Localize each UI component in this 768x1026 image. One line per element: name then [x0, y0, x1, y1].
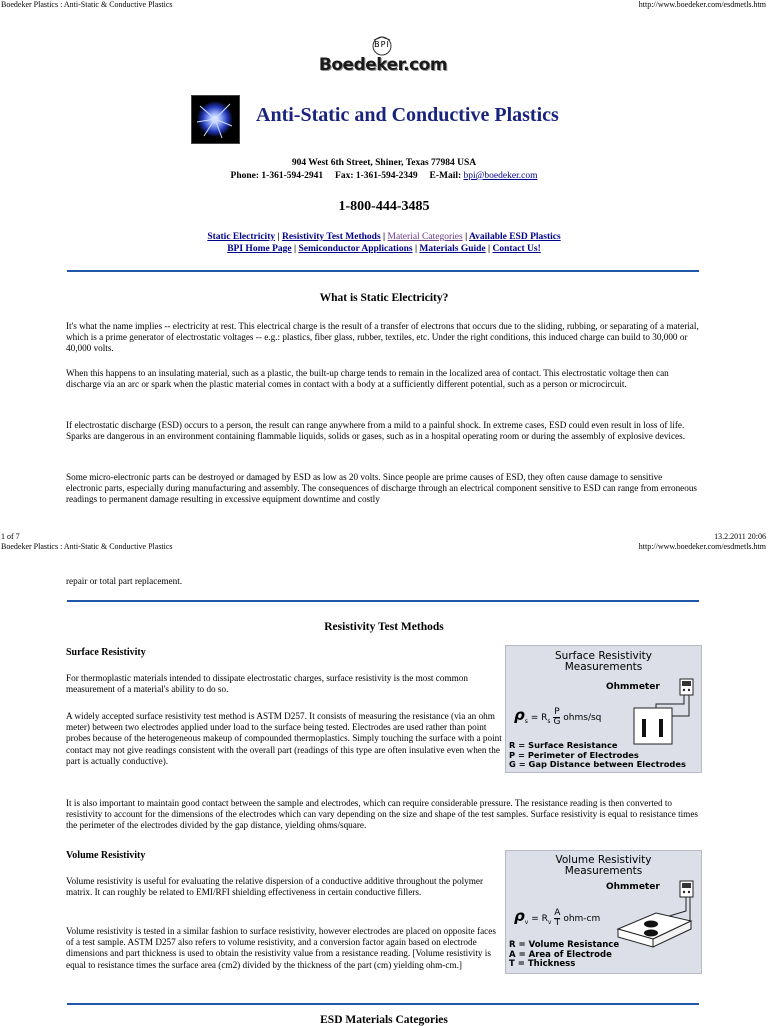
section-heading-static-electricity: What is Static Electricity?	[319, 292, 449, 304]
print-header-url: http://www.boedeker.com/esdmetls.htm	[638, 542, 766, 551]
equals-r: = R	[531, 914, 548, 924]
r-subscript: v	[547, 918, 552, 926]
diagram-title: Surface Resistivity	[555, 650, 652, 662]
legend-symbol: G	[509, 759, 516, 769]
section-heading-esd-materials: ESD Materials Categories	[320, 1014, 448, 1026]
surface-resistivity-diagram	[505, 645, 702, 773]
nav-resistivity-test-methods[interactable]: Resistivity Test Methods	[281, 232, 381, 242]
legend-symbol: R	[509, 740, 516, 750]
numerator: P	[554, 707, 560, 717]
spark-icon	[192, 96, 239, 143]
rho-subscript: v	[524, 918, 529, 926]
page-title: Anti-Static and Conductive Plastics	[256, 104, 559, 126]
nav-sep: |	[293, 244, 297, 254]
volume-resistivity-diagram	[505, 850, 702, 974]
address: 904 West 6th Street, Shiner, Texas 77984 USA	[291, 158, 477, 168]
legend-text: = Thickness	[517, 959, 576, 969]
numerator: A	[554, 908, 561, 918]
nav-sep: |	[383, 232, 386, 242]
nav-available-esd-plastics[interactable]: Available ESD Plastics	[469, 232, 561, 242]
legend-symbol: A	[509, 949, 516, 960]
volume-resistivity-heading: Volume Resistivity	[66, 850, 146, 861]
fraction	[554, 909, 560, 928]
static-paragraph-3: If electrostatic discharge (ESD) occurs to a person, the result can range anywhere from a mild to a painful shock. In extreme cases, ESD could even result in loss of life. Sparks are dangerous in an environment containing flammable liquids, solids or gases, such as in a hospital operating room or during the assembly of explosive devices.	[66, 420, 685, 442]
static-paragraph-2: When this happens to an insulating material, such as a plastic, the built-up charge tends to remain in the localized area of contact. This electrostatic voltage then can discharge via an arc or spark when the plastic material comes in contact with a body at a sufficiently different potential, such as a person or microcircuit.	[66, 368, 669, 390]
fraction	[553, 708, 560, 727]
logo-text: Boedeker.com	[318, 55, 448, 75]
surface-paragraph-3: It is also important to maintain good contact between the sample and electrodes, which can require considerable pressure. The resistance reading is then converted to resistivity to account for the dimensions of the electrodes which can vary depending on the size and shape of the test samples. Surface resistivity is equal to resistance times the perimeter of the electrodes divided by the gap distance, yielding ohms/square.	[66, 798, 698, 831]
rho-symbol: ρ	[514, 706, 525, 724]
legend-text: = Perimeter of Electrodes	[517, 749, 639, 760]
volume-paragraph-2: Volume resistivity is tested in a similar fashion to surface resistivity, however electrodes are placed on opposite faces of a test sample. ASTM D257 also refers to volume resistivity, and a conversion factor again based on electrode dimensions and part thickness is used to obtain the resistivity value from a resistance reading. [Volume resistivity is equal to resistance times the surface area (cm2) divided by the thickness of the part (cm) yielding ohm-cm.]	[66, 926, 496, 970]
surface-paragraph-1: For thermoplastic materials intended to dissipate electrostatic charges, surface resistivity is the most common measurement of a material's ability to do so.	[66, 673, 468, 695]
static-paragraph-4: Some micro-electronic parts can be destroyed or damaged by ESD as low as 20 volts. Since people are prime causes of ESD, they often cause damage to sensitive electronic parts, especially during manufacturing and assembly. The consequences of discharge through an electrical component sensitive to ESD can range from erroneous readings to permanent damage resulting in excessive equipment downtime and costly	[66, 472, 697, 505]
section-divider	[67, 1003, 699, 1005]
legend-text: = Volume Resistance	[518, 940, 620, 950]
surface-formula	[514, 706, 601, 727]
bpi-emblem-text: BPI	[374, 40, 390, 49]
legend-symbol: R	[509, 940, 516, 950]
equals-r: = R	[530, 713, 548, 723]
unit: ohms/sq	[563, 713, 602, 723]
nav-sep: |	[414, 244, 418, 254]
print-header-title: Boedeker Plastics : Anti-Static & Conductive Plastics	[1, 542, 173, 551]
surface-resistivity-heading: Surface Resistivity	[66, 647, 146, 658]
legend-text: = Gap Distance between Electrodes	[518, 759, 686, 769]
continued-text: repair or total part replacement.	[66, 576, 183, 586]
bpi-emblem	[366, 36, 398, 56]
section-divider	[67, 270, 699, 272]
contact-line	[0, 171, 768, 181]
r-subscript: s	[547, 717, 551, 725]
nav-bpi-home-page[interactable]: BPI Home Page	[227, 244, 292, 254]
ohmmeter-label: Ohmmeter	[606, 682, 660, 692]
logo[interactable]	[318, 36, 448, 82]
legend-text: = Surface Resistance	[518, 740, 618, 750]
nav-row-1	[0, 232, 768, 242]
legend-symbol: T	[509, 959, 515, 969]
nav-semiconductor-applications[interactable]: Semiconductor Applications	[298, 244, 413, 254]
volume-formula	[514, 907, 600, 928]
nav-contact-us[interactable]: Contact Us!	[492, 244, 541, 254]
nav-static-electricity[interactable]: Static Electricity	[207, 232, 276, 242]
static-paragraph-1: It's what the name implies -- electricity at rest. This electrical charge is the result of a transfer of electrons that occurs due to the sliding, rubbing, or separating of a material, which is a prime generator of electrostatic voltages -- e.g.: plastics, fiber glass, rubber, textiles, etc. Under the right conditions, this induced charge can build to 30,000 or 40,000 volts.	[66, 321, 699, 354]
section-heading-resistivity: Resistivity Test Methods	[324, 621, 444, 633]
legend-symbol: P	[509, 749, 516, 760]
nav-materials-guide[interactable]: Materials Guide	[419, 244, 486, 254]
diagram-subtitle: Measurements	[564, 661, 643, 673]
email-link[interactable]: bpi@boedeker.com	[463, 171, 538, 181]
nav-sep: |	[488, 244, 491, 254]
nav-sep: |	[277, 232, 280, 242]
print-header-title: Boedeker Plastics : Anti-Static & Conductive Plastics	[1, 0, 173, 9]
rho-symbol: ρ	[514, 907, 525, 925]
volume-legend	[509, 941, 619, 970]
diagram-title: Volume Resistivity	[555, 854, 652, 866]
print-date: 13.2.2011 20:06	[714, 532, 766, 541]
nav-material-categories[interactable]: Material Categories	[387, 232, 463, 242]
denominator: T	[554, 918, 561, 928]
static-spark-image	[191, 95, 240, 144]
page-number: 1 of 7	[1, 532, 20, 541]
nav-sep: |	[465, 232, 468, 242]
toll-free-number: 1-800-444-3485	[338, 199, 430, 214]
rho-subscript: s	[524, 717, 528, 725]
email-label: E-Mail:	[429, 171, 462, 181]
section-divider	[67, 600, 699, 602]
print-header-url: http://www.boedeker.com/esdmetls.htm	[638, 0, 766, 9]
fax: Fax: 1-361-594-2349	[335, 171, 418, 181]
denominator: G	[553, 717, 561, 727]
ohmmeter-label: Ohmmeter	[606, 882, 660, 892]
volume-paragraph-1: Volume resistivity is useful for evaluating the relative dispersion of a conductive additive throughout the polymer matrix. It can roughly be related to EMI/RFI shielding effectiveness in certain conductive fillers.	[66, 876, 483, 898]
unit: ohm-cm	[563, 914, 601, 924]
surface-legend	[509, 741, 686, 770]
legend-text: = Area of Electrode	[518, 949, 612, 960]
diagram-subtitle: Measurements	[564, 865, 643, 877]
nav-row-2	[0, 244, 768, 254]
phone: Phone: 1-361-594-2941	[230, 171, 324, 181]
surface-paragraph-2: A widely accepted surface resistivity test method is ASTM D257. It consists of measuring the resistance (via an ohm meter) between two electrodes applied under load to the surface being tested. Electrodes are used rather than point probes because of the heterogeneous makeup of compounded thermoplastics. Simply touching the surface with a point contact may not give readings consistent with the overall part (readings of this type are often insulative even when the part is actually conductive).	[66, 711, 502, 766]
